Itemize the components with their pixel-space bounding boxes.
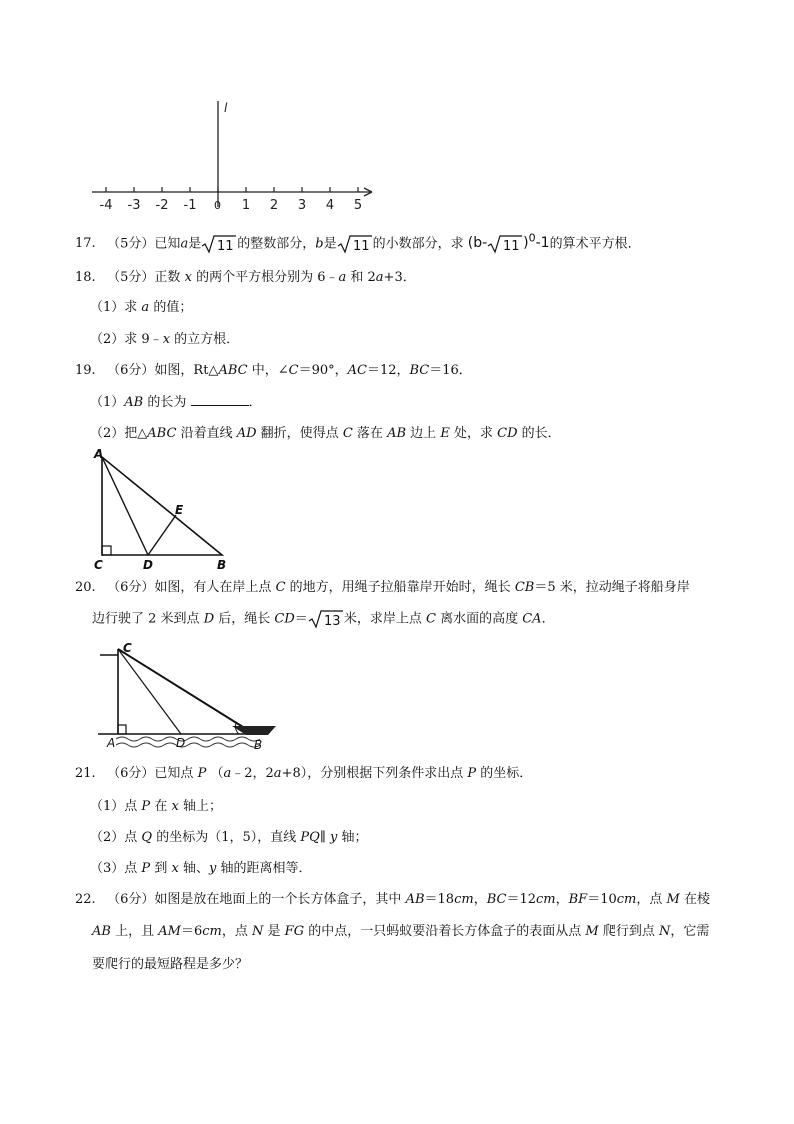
question-22-line-2: AB 上，且 AM＝6cm，点 N 是 FG 的中点，一只蚂蚁要沿着长方体盒子的表面从点 M 爬行到点 N，它需	[92, 924, 710, 939]
question-number: 21.	[75, 766, 96, 781]
svg-text:11: 11	[352, 238, 370, 254]
water-wave-2	[116, 743, 260, 747]
water-wave-1	[116, 737, 260, 741]
right-angle-mark	[118, 725, 126, 734]
sqrt-symbol	[201, 234, 237, 254]
question-19: 19. （6分）如图，Rt△ABC 中，∠C＝90°，AC＝12，BC＝16．	[75, 361, 472, 381]
question-19-part-1: （1）AB 的长为 ．	[90, 395, 262, 410]
question-number: 19.	[75, 363, 96, 378]
tick-label: 3	[297, 198, 307, 213]
question-20: 20. （6分）如图，有人在岸上点 C 的地方，用绳子拉船靠岸开始时，绳长 CB＝5 米，拉动绳子将船身岸	[75, 578, 690, 598]
point-label-d: D	[143, 558, 153, 572]
expression: (b- 11 )$^0$-1	[467, 232, 550, 254]
question-17: 17. （5分）已知a是 11 的整数部分，b是 11 的小数部分，求 (b- 11 )$^0$-1的算术平方根．	[75, 232, 641, 254]
score: （6分）	[107, 766, 155, 781]
tick-label: 4	[325, 198, 335, 213]
point-label-a: A	[107, 736, 116, 750]
question-21-part-2: （2）点 Q 的坐标为（1，5），直线 PQ∥ y 轴；	[90, 830, 368, 845]
segment-cb	[118, 649, 251, 732]
question-21-part-3: （3）点 P 到 x 轴、y 轴的距离相等．	[90, 861, 312, 876]
point-label-b: B	[254, 738, 263, 752]
question-20-line-2: 边行驶了 2 米到点 D 后，绳长 CD＝ 13 米，求岸上点 C 离水面的高度 CA．	[92, 609, 555, 630]
question-22-line-3: 要爬行的最短路程是多少？	[92, 957, 249, 972]
tick-marks	[100, 187, 363, 213]
score: （6分）	[107, 580, 155, 595]
tick-label: 2	[269, 198, 279, 213]
segment-cd	[118, 649, 181, 734]
sqrt-symbol	[308, 609, 344, 629]
tick-label: -4	[99, 198, 113, 213]
right-angle-mark	[102, 546, 111, 555]
svg-text:13: 13	[323, 614, 341, 629]
point-label-d: D	[176, 736, 186, 750]
svg-text:11: 11	[217, 238, 234, 254]
triangle-abc	[102, 457, 222, 555]
question-number: 18.	[75, 270, 96, 285]
svg-text:11: 11	[503, 238, 520, 254]
segment-ad	[102, 457, 148, 555]
question-number: 22.	[75, 892, 96, 907]
question-18-part-2: （2）求 9﹣x 的立方根．	[90, 332, 240, 347]
score: （6分）	[107, 363, 155, 378]
segment-de	[148, 515, 176, 555]
tick-label: -1	[183, 198, 197, 213]
point-label-e: E	[175, 503, 184, 517]
tick-label: -3	[127, 198, 141, 213]
point-label-c: C	[94, 558, 103, 572]
sqrt-symbol	[487, 234, 523, 254]
question-21: 21. （6分）已知点 P （a﹣2，2a+8），分别根据下列条件求出点 P 的坐标．	[75, 764, 532, 784]
question-18: 18. （5分）正数 x 的两个平方根分别为 6﹣a 和 2a+3．	[75, 268, 416, 288]
answer-blank[interactable]	[191, 393, 249, 406]
point-label-c: C	[123, 641, 132, 655]
tick-label: -2	[155, 198, 169, 213]
boat-figure-20	[98, 638, 278, 753]
question-18-part-1: （1）求 a 的值；	[90, 300, 193, 315]
tick-label: 1	[241, 198, 251, 213]
question-21-part-1: （1）点 P 在 x 轴上；	[90, 799, 222, 814]
triangle-figure-19	[90, 448, 240, 573]
question-number: 20.	[75, 580, 96, 595]
sqrt-symbol	[337, 234, 373, 254]
number-line-figure	[90, 95, 390, 215]
question-19-part-2: （2）把△ABC 沿着直线 AD 翻折，使得点 C 落在 AB 边上 E 处，求 CD 的长．	[90, 426, 561, 441]
point-label-a: A	[94, 448, 104, 461]
axis-label-l: l	[224, 101, 228, 115]
question-22: 22. （6分）如图是放在地面上的一个长方体盒子，其中 AB＝18cm，BC＝12cm，BF＝10cm，点 M 在棱	[75, 890, 710, 910]
question-number: 17.	[75, 236, 96, 252]
score: （5分）	[107, 236, 155, 252]
tick-label: 0	[214, 199, 221, 212]
score: （5分）	[107, 270, 155, 285]
tick-label: 5	[353, 198, 363, 213]
score: （6分）	[107, 892, 155, 907]
point-label-b: B	[217, 558, 227, 572]
